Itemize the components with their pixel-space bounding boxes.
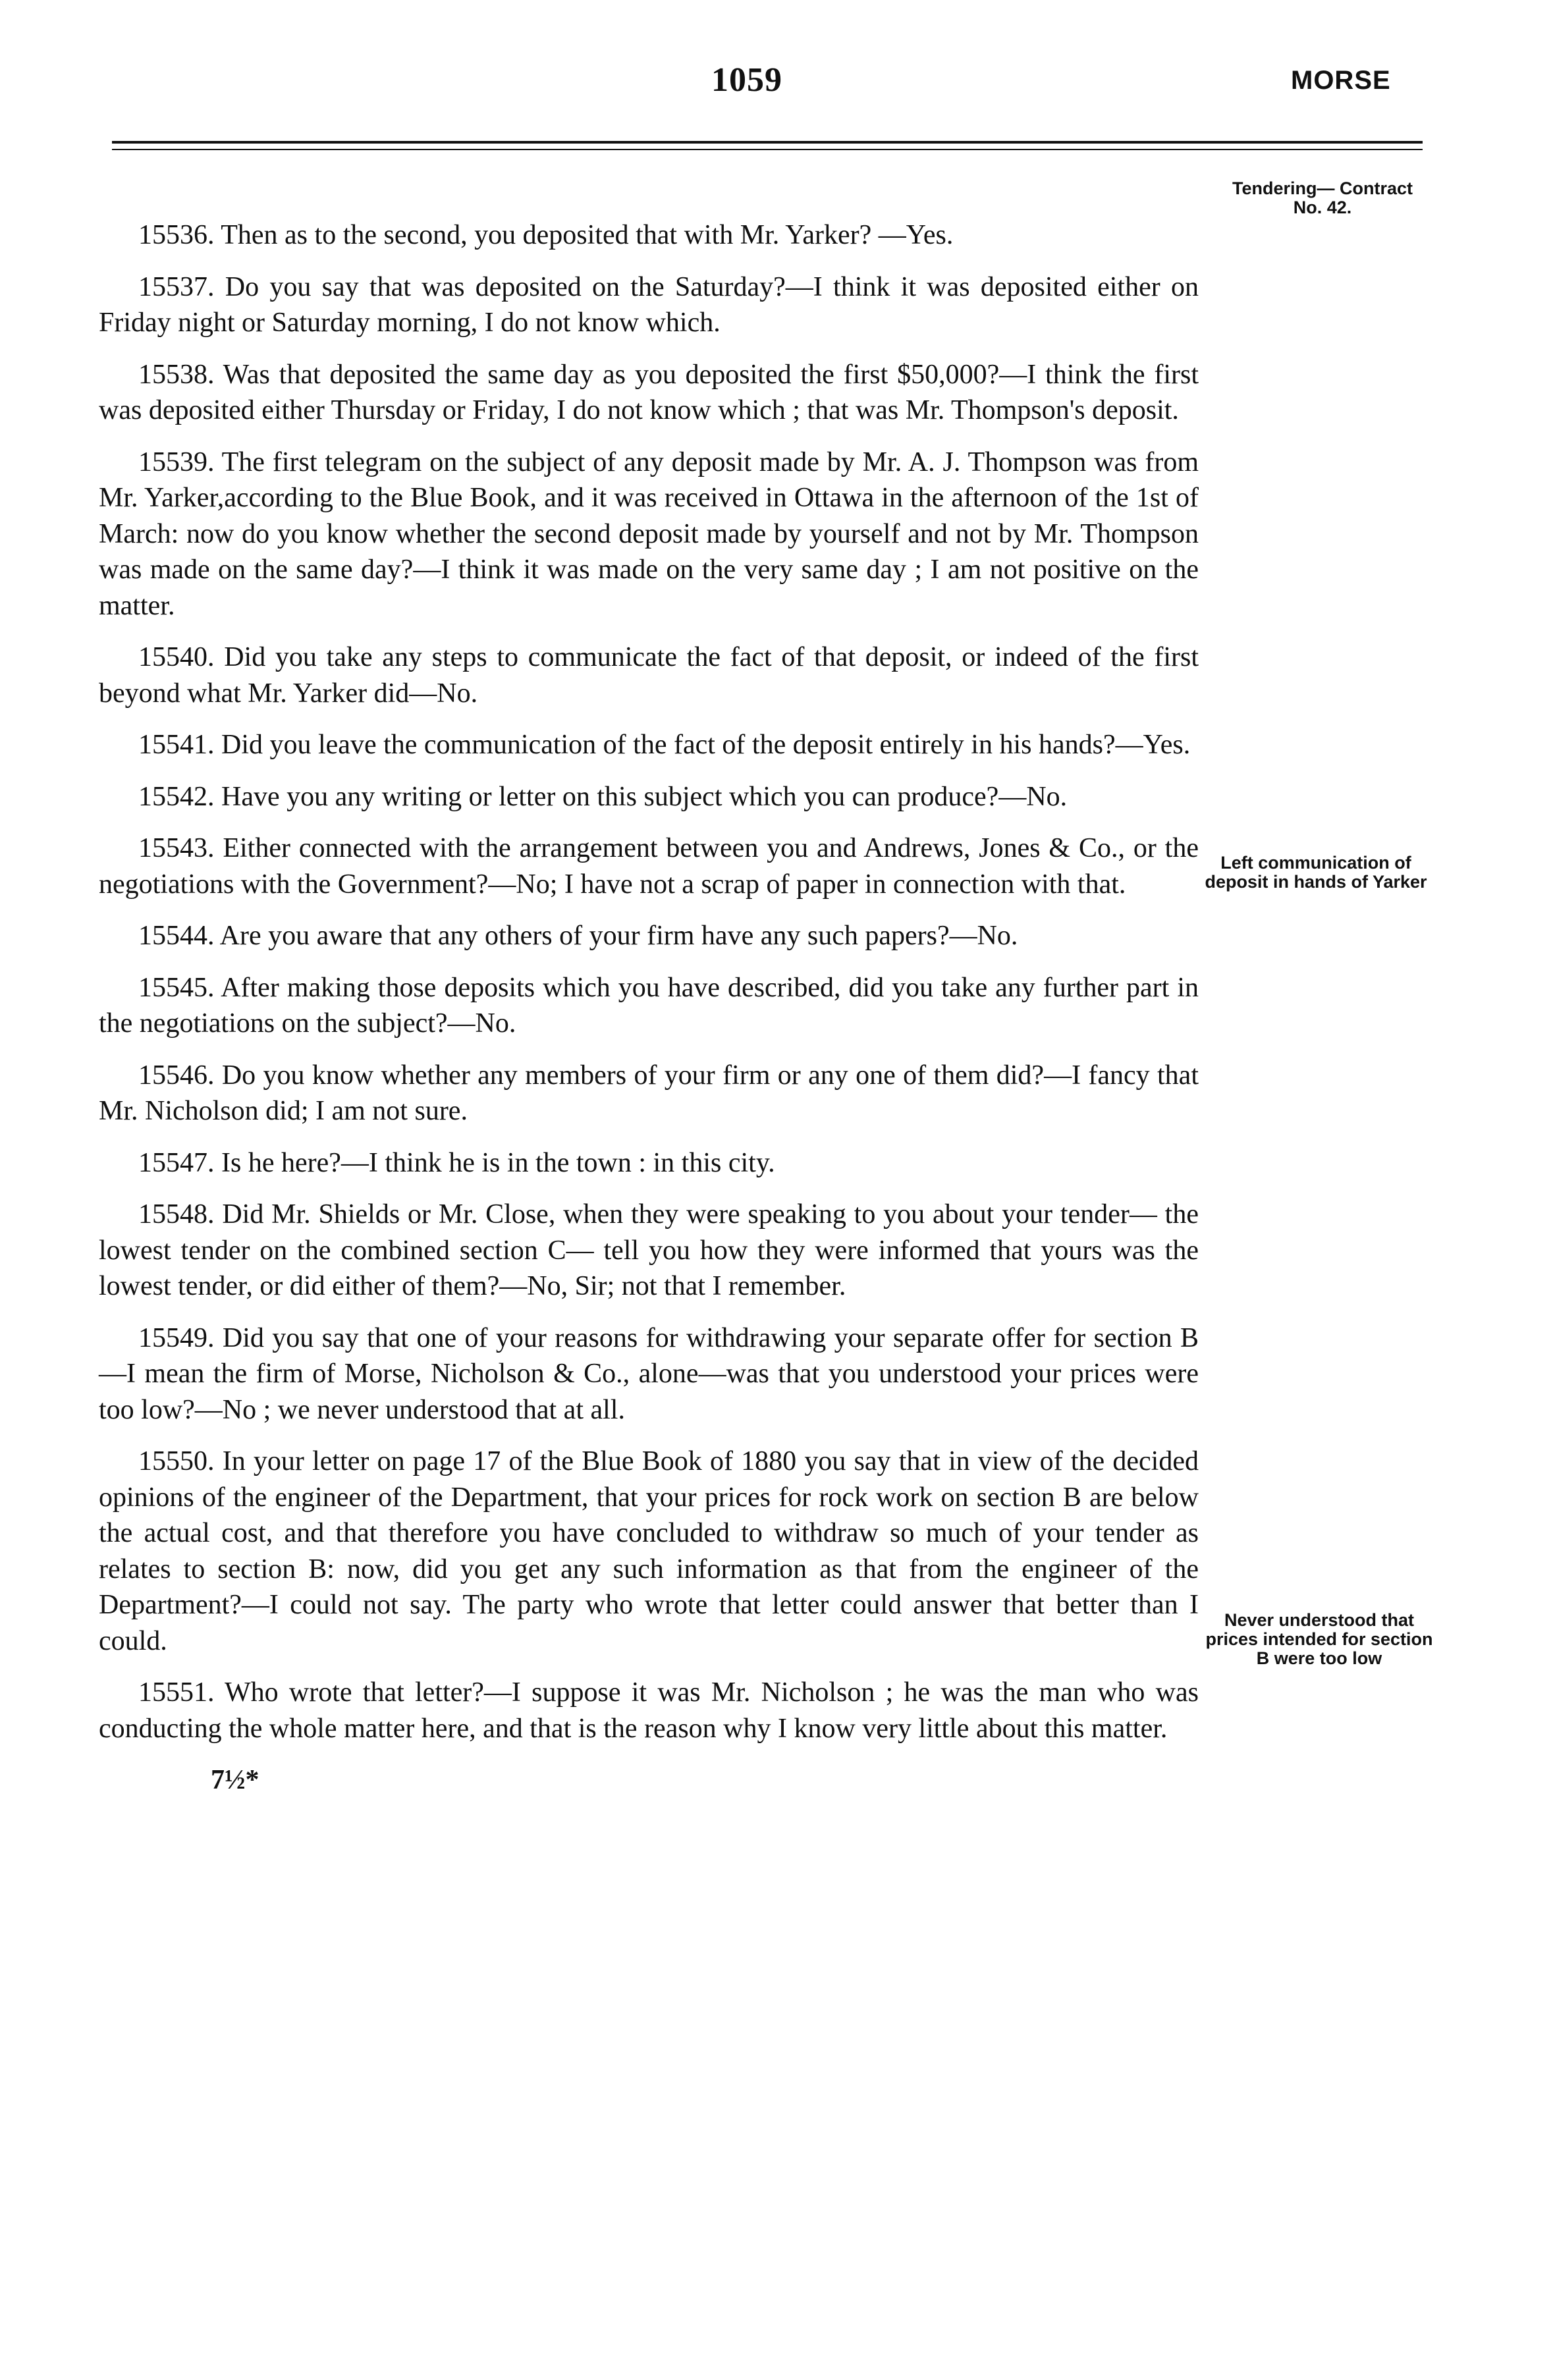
signature-mark: 7½*	[211, 1765, 259, 1795]
sidenote-left-communication: Left communication of deposit in hands of Yarker	[1205, 853, 1427, 892]
header-rule-thick	[112, 141, 1423, 144]
sidenote-never-understood: Never understood that prices intended for section B were too low	[1205, 1610, 1433, 1668]
header-rule-thin	[112, 149, 1423, 150]
testimony-body	[99, 217, 1199, 1799]
paragraph-15537: 15537. Do you say that was deposited on the Saturday?—I think it was deposited either on Friday night or Saturday morning, I do not know which.	[99, 271, 1199, 338]
running-head: MORSE	[1291, 66, 1391, 95]
paragraph-15536: 15536. Then as to the second, you deposited that with Mr. Yarker? —Yes.	[138, 220, 954, 250]
paragraph-15540: 15540. Did you take any steps to communicate the fact of that deposit, or indeed of the first beyond what Mr. Yarker did—No.	[99, 642, 1199, 709]
paragraph-15545: 15545. After making those deposits which you have described, did you take any further part in the negotiations on the subject?—No.	[99, 972, 1199, 1039]
paragraph-15538: 15538. Was that deposited the same day as you deposited the first $50,000?—I think the first was deposited either Thursday or Friday, I do not know which ; that was Mr. Thompson's deposit.	[99, 359, 1199, 425]
paragraph-15546: 15546. Do you know whether any members of your firm or any one of them did?—I fancy that Mr. Nicholson did; I am not sure.	[99, 1060, 1199, 1126]
page-number: 1059	[711, 61, 782, 99]
paragraph-15549: 15549. Did you say that one of your reasons for withdrawing your separate offer for section B—I mean the firm of Morse, Nicholson & Co., alone—was that you understood your prices were too low?—No ; we never understood that at all.	[99, 1322, 1199, 1425]
paragraph-15544: 15544. Are you aware that any others of your firm have any such papers?—No.	[138, 921, 1018, 951]
paragraph-15539: 15539. The first telegram on the subject of any deposit made by Mr. A. J. Thompson was from Mr. Yarker,according to the Blue Book, and it was received in Ottawa in the afternoon of the 1st of March: now do you know whether the second deposit made by yourself and not by Mr. Thompson was made on the same day?—I think it was made on the very same day ; I am not positive on the matter.	[99, 446, 1199, 621]
sidenote-tendering: Tendering— Contract No. 42.	[1232, 178, 1413, 217]
paragraph-15541: 15541. Did you leave the communication of the fact of the deposit entirely in his hands?—Yes.	[138, 730, 1191, 760]
paragraph-15550: 15550. In your letter on page 17 of the Blue Book of 1880 you say that in view of the decided opinions of the engineer of the Department, that your prices for rock work on section B are below the actual cost, and that therefore you have concluded to withdraw so much of your tender as relates to section B: now, did you get any such information as that from the engineer of the Department?—I could not say. The party who wrote that letter could answer that better than I could.	[99, 1446, 1199, 1656]
paragraph-15551: 15551. Who wrote that letter?—I suppose it was Mr. Nicholson ; he was the man who was conducting the whole matter here, and that is the reason why I know very little about this matter.	[99, 1677, 1199, 1744]
paragraph-15543: 15543. Either connected with the arrangement between you and Andrews, Jones & Co., or the negotiations with the Government?—No; I have not a scrap of paper in connection with that.	[99, 833, 1199, 900]
paragraph-15548: 15548. Did Mr. Shields or Mr. Close, when they were speaking to you about your tender— the lowest tender on the combined section C— tell you how they were informed that yours was the lowest tender, or did either of them?—No, Sir; not that I remember.	[99, 1199, 1199, 1301]
paragraph-15547: 15547. Is he here?—I think he is in the town : in this city.	[138, 1147, 775, 1178]
paragraph-15542: 15542. Have you any writing or letter on this subject which you can produce?—No.	[138, 781, 1068, 812]
